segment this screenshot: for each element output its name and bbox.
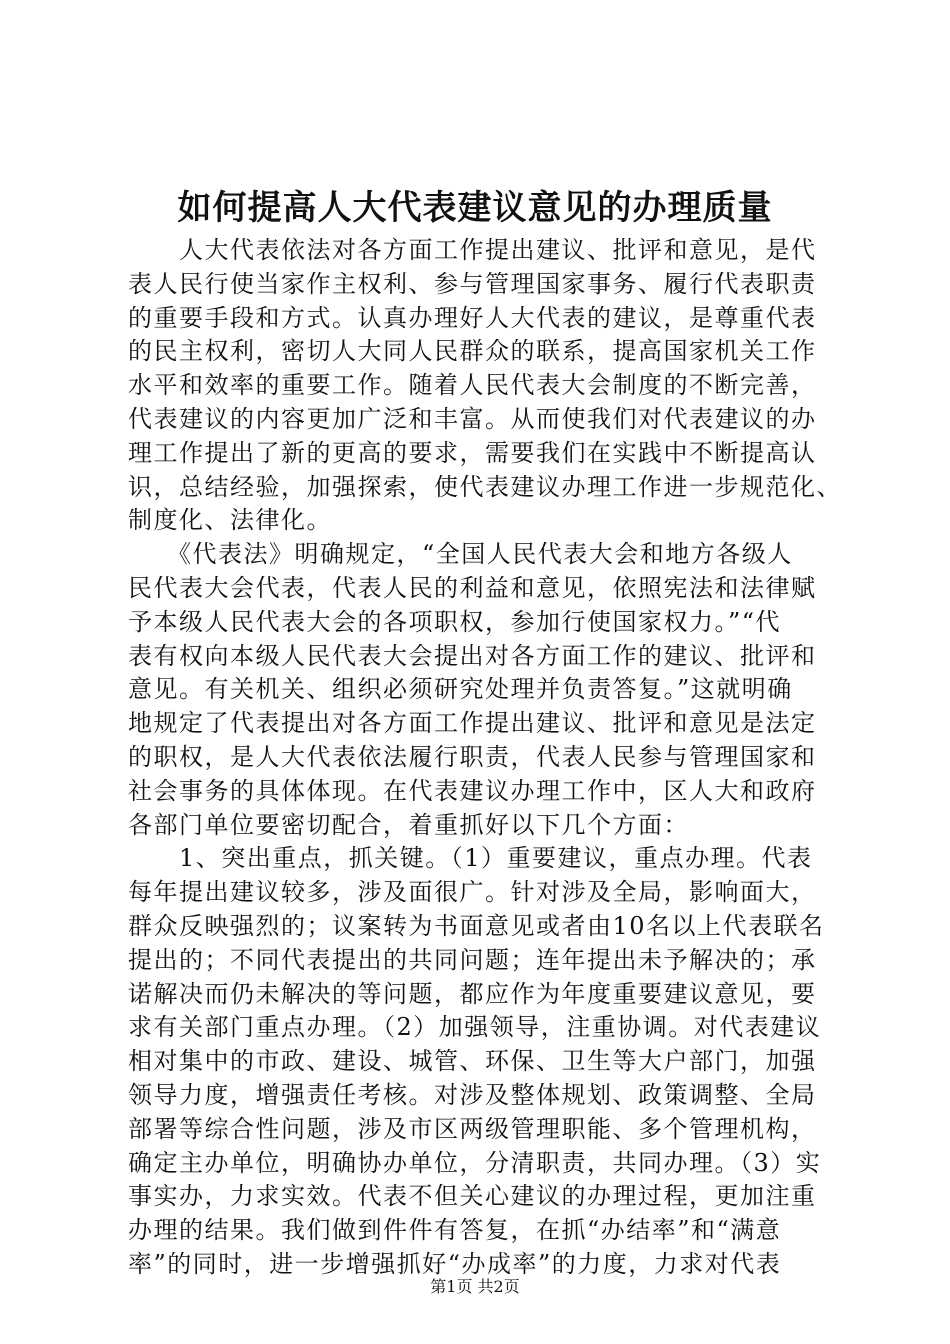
text-line: 民代表大会代表，代表人民的利益和意见，依照宪法和法律赋 (128, 573, 817, 602)
text-line: 制度化、法律化。 (128, 506, 332, 535)
text-line: 确定主办单位，明确协办单位，分清职责，共同办理。（3）实 (128, 1148, 822, 1177)
page-footer: 第1页 共2页 (430, 1277, 520, 1296)
text-line: 地规定了代表提出对各方面工作提出建议、批评和意见是法定 (128, 709, 817, 738)
text-line: 表人民行使当家作主权利、参与管理国家事务、履行代表职责 (128, 269, 817, 298)
document-title: 如何提高人大代表建议意见的办理质量 (177, 188, 773, 228)
text-line: 予本级人民代表大会的各项职权，参加行使国家权力。”“代 (128, 607, 782, 636)
document-body (128, 234, 848, 1282)
text-line: 的重要手段和方式。认真办理好人大代表的建议，是尊重代表 (128, 303, 817, 332)
text-line: 相对集中的市政、建设、城管、环保、卫生等大户部门，加强 (128, 1047, 817, 1076)
text-line: 提出的；不同代表提出的共同问题；连年提出未予解决的；承 (128, 945, 817, 974)
text-line: 率”的同时，进一步增强抓好“办成率”的力度，力求对代表 (128, 1249, 782, 1278)
text-line: 水平和效率的重要工作。随着人民代表大会制度的不断完善， (128, 371, 817, 400)
text-line: 《代表法》明确规定，“全国人民代表大会和地方各级人 (128, 540, 793, 569)
text-line: 识，总结经验，加强探索，使代表建议办理工作进一步规范化、 (128, 472, 842, 501)
text-line: 部署等综合性问题，涉及市区两级管理职能、多个管理机构， (128, 1114, 817, 1143)
text-line: 办理的结果。我们做到件件有答复，在抓“办结率”和“满意 (128, 1216, 782, 1245)
text-line: 每年提出建议较多，涉及面很广。针对涉及全局，影响面大， (128, 878, 817, 907)
text-line: 诺解决而仍未解决的等问题，都应作为年度重要建议意见，要 (128, 979, 817, 1008)
text-line: 各部门单位要密切配合，着重抓好以下几个方面： (128, 810, 689, 839)
text-line: 1、突出重点，抓关键。（1）重要建议，重点办理。代表 (128, 844, 813, 873)
text-line: 社会事务的具体体现。在代表建议办理工作中，区人大和政府 (128, 776, 817, 805)
text-line: 领导力度，增强责任考核。对涉及整体规划、政策调整、全局 (128, 1080, 817, 1109)
text-line: 求有关部门重点办理。（2）加强领导，注重协调。对代表建议 (128, 1013, 822, 1042)
text-line: 理工作提出了新的更高的要求，需要我们在实践中不断提高认 (128, 438, 817, 467)
text-line: 群众反映强烈的；议案转为书面意见或者由10名以上代表联名 (128, 911, 825, 940)
text-line: 表有权向本级人民代表大会提出对各方面工作的建议、批评和 (128, 641, 817, 670)
text-line: 人大代表依法对各方面工作提出建议、批评和意见，是代 (128, 236, 817, 264)
text-line: 的民主权利，密切人大同人民群众的联系，提高国家机关工作 (128, 337, 817, 366)
text-line: 意见。有关机关、组织必须研究处理并负责答复。”这就明确 (128, 675, 793, 704)
text-line: 代表建议的内容更加广泛和丰富。从而使我们对代表建议的办 (128, 404, 817, 433)
text-line: 事实办，力求实效。代表不但关心建议的办理过程，更加注重 (128, 1182, 817, 1211)
text-line: 的职权，是人大代表依法履行职责，代表人民参与管理国家和 (128, 742, 817, 771)
